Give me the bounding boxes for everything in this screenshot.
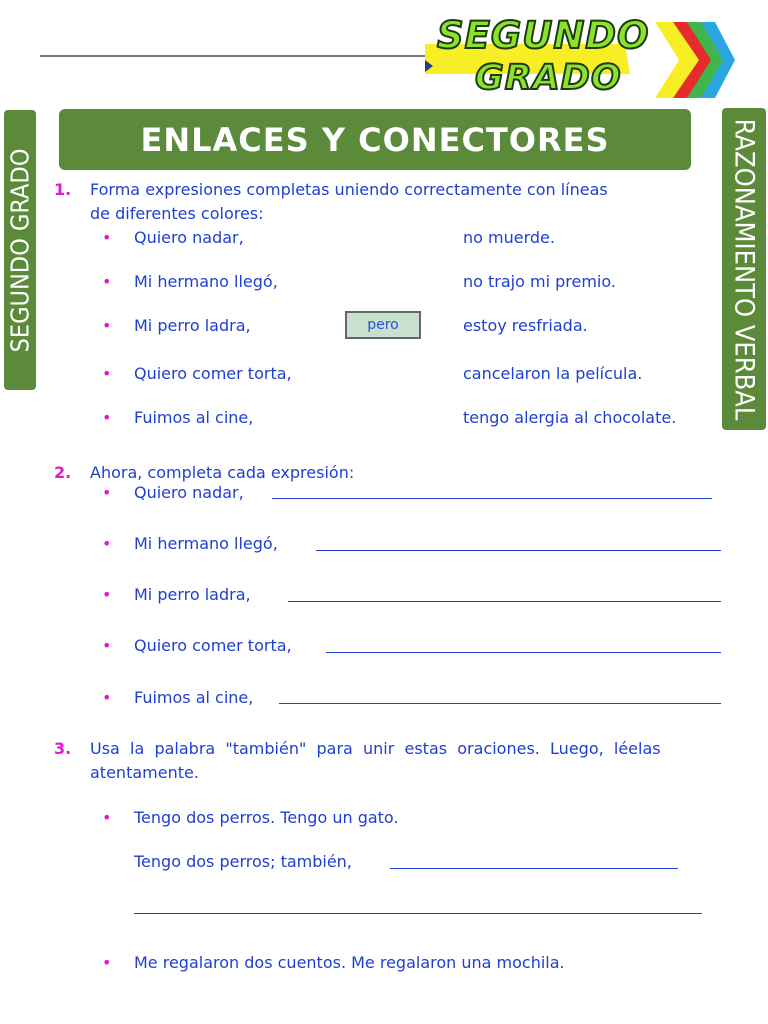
side-banner-left <box>4 110 36 390</box>
q3-number: 3. <box>54 739 72 758</box>
q1-left-item: Mi perro ladra, <box>134 316 251 335</box>
answer-line[interactable] <box>316 550 721 551</box>
q3-item2: Me regalaron dos cuentos. Me regalaron una mochila. <box>134 953 565 972</box>
q2-item: Fuimos al cine, <box>134 688 254 707</box>
side-banner-left-text: SEGUNDO GRADO <box>5 148 35 352</box>
logo-line1: SEGUNDO <box>437 14 650 57</box>
q2-number: 2. <box>54 463 72 482</box>
logo-line2: GRADO <box>475 58 622 98</box>
bullet: • <box>102 688 112 707</box>
answer-line[interactable] <box>288 601 721 602</box>
side-banner-right <box>722 108 766 430</box>
answer-line[interactable] <box>279 703 721 704</box>
bullet: • <box>102 483 112 502</box>
q1-right-item: no trajo mi premio. <box>463 272 616 291</box>
q1-left-item: Mi hermano llegó, <box>134 272 278 291</box>
bullet: • <box>102 636 112 655</box>
q1-text-line1: Forma expresiones completas uniendo correctamente con líneas <box>90 180 608 199</box>
bullet: • <box>102 534 112 553</box>
q1-left-item: Quiero comer torta, <box>134 364 292 383</box>
q3-item1: Tengo dos perros. Tengo un gato. <box>134 808 399 827</box>
q2-item: Mi hermano llegó, <box>134 534 278 553</box>
bullet: • <box>102 316 112 335</box>
answer-line[interactable] <box>390 868 678 869</box>
q3-text-line2: atentamente. <box>90 763 199 782</box>
bullet: • <box>102 953 112 972</box>
title-bar <box>59 109 691 170</box>
bullet: • <box>102 808 112 827</box>
bullet: • <box>102 585 112 604</box>
bullet: • <box>102 228 112 247</box>
answer-line[interactable] <box>326 652 721 653</box>
segundo-grado-logo <box>425 14 735 104</box>
q2-text: Ahora, completa cada expresión: <box>90 463 355 482</box>
q1-right-item: estoy resfriada. <box>463 316 588 335</box>
q1-left-item: Fuimos al cine, <box>134 408 254 427</box>
q1-right-item: tengo alergia al chocolate. <box>463 408 677 427</box>
q1-right-item: no muerde. <box>463 228 555 247</box>
header-rule <box>40 55 432 57</box>
q2-item: Quiero nadar, <box>134 483 244 502</box>
bullet: • <box>102 272 112 291</box>
connector-box <box>345 311 421 339</box>
connector-word: pero <box>367 317 399 333</box>
q2-item: Mi perro ladra, <box>134 585 251 604</box>
q2-item: Quiero comer torta, <box>134 636 292 655</box>
q1-text-line2: de diferentes colores: <box>90 204 264 223</box>
q1-right-item: cancelaron la película. <box>463 364 643 383</box>
page-title: ENLACES Y CONECTORES <box>140 120 610 159</box>
q3-item1-answer: Tengo dos perros; también, <box>134 852 352 871</box>
answer-line[interactable] <box>272 498 712 499</box>
bullet: • <box>102 408 112 427</box>
q1-left-item: Quiero nadar, <box>134 228 244 247</box>
bullet: • <box>102 364 112 383</box>
q1-number: 1. <box>54 180 72 199</box>
answer-line[interactable] <box>134 913 702 914</box>
side-banner-right-text: RAZONAMIENTO VERBAL <box>728 118 760 420</box>
q3-text-line1: Usa la palabra "también" para unir estas oraciones. Luego, léelas <box>90 739 661 758</box>
